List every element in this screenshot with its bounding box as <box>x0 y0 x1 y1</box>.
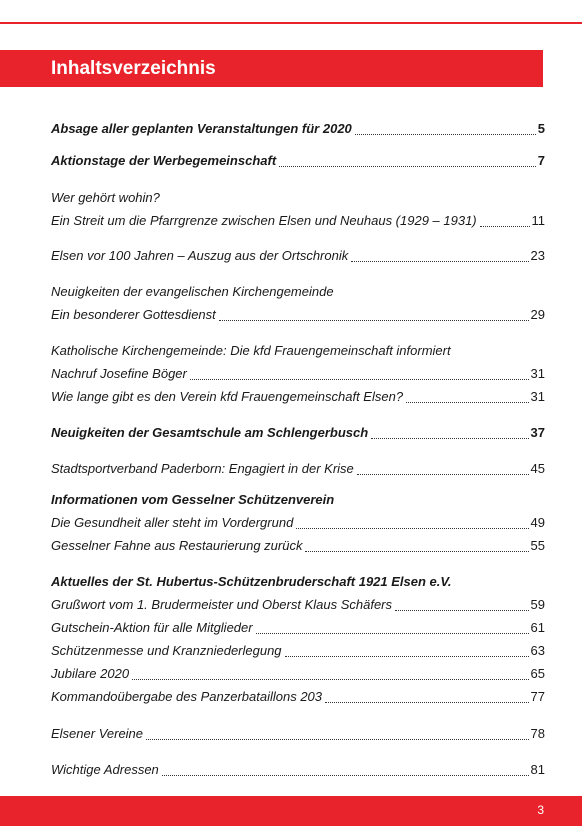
toc-entry-title: Neuigkeiten der Gesamtschule am Schlengerbusch <box>51 425 369 440</box>
toc-entry-title: Elsen vor 100 Jahren – Auszug aus der Ortschronik <box>51 248 349 263</box>
toc-entry-page: 31 <box>530 366 545 381</box>
toc-entry <box>51 459 545 479</box>
toc-entry <box>51 595 545 615</box>
dot-leader <box>256 623 529 634</box>
toc-entry-page: 37 <box>530 425 545 440</box>
dot-leader <box>325 692 529 703</box>
dot-leader <box>357 464 529 475</box>
toc-entry-title: Stadtsportverband Paderborn: Engagiert in der Krise <box>51 461 354 476</box>
dot-leader <box>406 392 528 403</box>
toc-entry-title: Kommandoübergabe des Panzerbataillons 203 <box>51 689 323 704</box>
dot-leader <box>355 124 536 135</box>
dot-leader <box>285 646 529 657</box>
toc-entry-title: Wie lange gibt es den Verein kfd Frauengemeinschaft Elsen? <box>51 389 404 404</box>
dot-leader <box>395 600 529 611</box>
toc-entry-page: 7 <box>537 153 545 168</box>
toc-entry <box>51 513 545 533</box>
toc-entry-title: Wer gehört wohin? <box>51 190 160 205</box>
toc-entry <box>51 572 545 592</box>
toc-entry-title: Wichtige Adressen <box>51 762 159 777</box>
toc-entry-page: 81 <box>530 762 545 777</box>
dot-leader <box>279 156 536 167</box>
toc-entry-title: Ein Streit um die Pfarrgrenze zwischen Elsen und Neuhaus (1929 – 1931) <box>51 213 477 228</box>
toc-entry <box>51 246 545 266</box>
toc-entry-title: Gesselner Fahne aus Restaurierung zurück <box>51 538 303 553</box>
toc-entry <box>51 211 545 231</box>
toc-entry <box>51 664 545 684</box>
toc-entry-title: Schützenmesse und Kranzniederlegung <box>51 643 282 658</box>
toc-entry-page: 5 <box>537 121 545 136</box>
toc-entry-page: 61 <box>530 620 545 635</box>
top-rule <box>0 22 582 24</box>
dot-leader <box>351 251 528 262</box>
dot-leader <box>219 310 529 321</box>
toc-entry-title: Aktuelles der St. Hubertus-Schützenbruderschaft 1921 Elsen e.V. <box>51 574 452 589</box>
toc-entry-title: Informationen vom Gesselner Schützenverein <box>51 492 335 507</box>
title-bar <box>0 50 543 87</box>
toc-entry <box>51 641 545 661</box>
toc-entry-title: Grußwort vom 1. Brudermeister und Oberst Klaus Schäfers <box>51 597 393 612</box>
page-title: Inhaltsverzeichnis <box>51 58 216 79</box>
toc-entry <box>51 364 545 384</box>
toc-entry <box>51 282 545 302</box>
toc-entry-page: 63 <box>530 643 545 658</box>
toc-entry <box>51 490 545 510</box>
toc-entry-page: 45 <box>530 461 545 476</box>
toc-entry-title: Neuigkeiten der evangelischen Kirchengemeinde <box>51 284 334 299</box>
dot-leader <box>371 428 528 439</box>
toc-entry <box>51 305 545 325</box>
toc-entry-title: Jubilare 2020 <box>51 666 130 681</box>
toc-entry-page: 23 <box>530 248 545 263</box>
dot-leader <box>162 765 529 776</box>
toc-entry <box>51 387 545 407</box>
toc-entry-page: 77 <box>530 689 545 704</box>
toc-entry-page: 11 <box>531 213 545 228</box>
toc-entry <box>51 536 545 556</box>
toc-entry-page: 59 <box>530 597 545 612</box>
toc-entry-page: 55 <box>530 538 545 553</box>
dot-leader <box>132 669 528 680</box>
toc-entry <box>51 724 545 744</box>
toc-entry-page: 49 <box>530 515 545 530</box>
toc-entry-title: Katholische Kirchengemeinde: Die kfd Frauengemeinschaft informiert <box>51 343 451 358</box>
dot-leader <box>146 729 529 740</box>
toc-entry <box>51 341 545 361</box>
toc-entry-title: Elsener Vereine <box>51 726 144 741</box>
toc-entry <box>51 423 545 443</box>
toc-entry-page: 31 <box>530 389 545 404</box>
toc-entry-page: 65 <box>530 666 545 681</box>
dot-leader <box>480 216 530 227</box>
dot-leader <box>305 541 528 552</box>
toc-entry-title: Die Gesundheit aller steht im Vordergrund <box>51 515 294 530</box>
dot-leader <box>296 518 528 529</box>
toc-entry <box>51 188 545 208</box>
toc-entry <box>51 687 545 707</box>
toc-entry <box>51 760 545 780</box>
dot-leader <box>190 369 529 380</box>
toc-entry-page: 78 <box>530 726 545 741</box>
toc-entry-page: 29 <box>530 307 545 322</box>
toc-entry-title: Ein besonderer Gottesdienst <box>51 307 216 322</box>
toc-entry-title: Aktionstage der Werbegemeinschaft <box>51 153 277 168</box>
toc-entry <box>51 618 545 638</box>
toc-entry-title: Gutschein-Aktion für alle Mitglieder <box>51 620 253 635</box>
toc-entry-title: Nachruf Josefine Böger <box>51 366 187 381</box>
page-number: 3 <box>537 803 544 817</box>
toc-entry-title: Absage aller geplanten Veranstaltungen für 2020 <box>51 121 352 136</box>
toc-entry <box>51 119 545 139</box>
footer-bar <box>0 796 582 826</box>
toc-entry <box>51 151 545 171</box>
